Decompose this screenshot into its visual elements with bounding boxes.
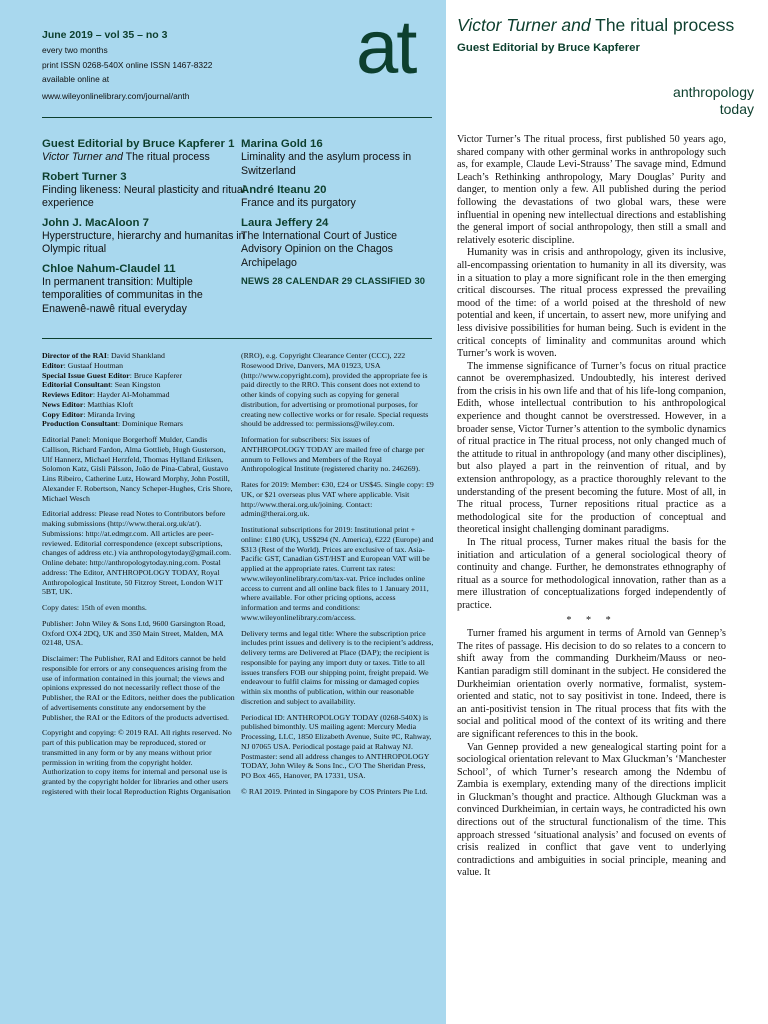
masthead-rule [42,117,432,118]
subscriber-info: Information for subscribers: Six issues of ANTHROPOLOGY TODAY are mailed free of charge per annum to Fellows and Members of the Royal Anthropological Institute (registered charity no. 246269). [241,435,425,474]
paragraph: Van Gennep provided a new genealogical starting point for a sociological orientation relevant to Max Gluckman’s ‘Manchester School’, of which Turner’s research among the Ndembu of Zambia is exemplary, extending many of the directions implicit in Gluckman’s thought and practice. Although Gluckman was a convinced Durkheimian, in certain ways, he contradicted his own directions out of the structural functionalism of the time. This approach stressed ‘situational analysis’ and focused on events of crisis realized in conflict that gave vent to underlying contradictions and ambiguities in social principle, meaning and value. It [457,741,726,879]
toc-rule [42,338,432,339]
copy-dates: Copy dates: 15th of even months. [42,603,147,612]
available-online: available online at [42,74,110,84]
toc-item[interactable] [241,183,431,211]
issue-line: June 2019 – vol 35 – no 3 [42,29,168,41]
rro: (RRO), e.g. Copyright Clearance Center (CCC), 222 Rosewood Drive, Danvers, MA 01923, USA (http://www.copyright.com), provided the appropriate fee is paid directly to the RRO. This consent does not extend to other kinds of copying such as copying for general distribution, for advertising or promotional purposes, for creating new collective works or for resale. Special requests should be addressed to: permissions@wiley.com. [241,351,429,429]
toc-author: Chloe Nahum-Claudel 11 [42,262,176,275]
printed-by: © RAI 2019. Printed in Singapore by COS Printers Pte Ltd. [241,786,428,796]
delivery-terms: Delivery terms and legal title: Where the subscription price includes print issues and delivery is to the recipient’s address, delivery terms are Delivered at Place (DAP); the recipient is responsible for paying any import duty or taxes. Title to all issues transfers FOB our shipping point, freight prepaid. We endeavour to fulfil claims for missing or damaged copies within six months of publication, within our reasonable discretion and subject to availability. [241,628,434,706]
logo-line-today: today [719,101,754,117]
paragraph: Turner framed his argument in terms of Arnold van Gennep’s The rites of passage. His decision to do so relates to a concern to shift away from the commanding Durkheim/Mauss or neo-Kantian paradigm still dominant in the subject. He considered the Durkheimian orientation overly normative, formalist, system-oriented and static, not to say positivist in tone. Indeed, there is an anti-positivist tension in The ritual process that fits with the social and political mood of the context of its writing and there are significant references to this in the book. [457,628,726,740]
toc-title: Finding likeness: Neural plasticity and ritual experience [42,183,246,209]
toc-item[interactable] [42,170,247,211]
toc-author: Robert Turner 3 [42,170,127,183]
toc-item[interactable] [241,137,431,178]
copyright: Copyright and copying: © 2019 RAI. All rights reserved. No part of this publication may be reproduced, stored or transmitted in any form or by any means without prior permission in writing from the copyright holder. Authorization to copy items for internal and personal use is granted by the copyright holder for libraries and other users registered with their local Reproduction Rights Organisation [42,728,232,796]
issn: print ISSN 0268-540X online ISSN 1467-8322 [42,60,213,70]
toc-title: Hyperstructure, hierarchy and humanitas in Olympic ritual [42,229,245,255]
publisher: Publisher: John Wiley & Sons Ltd, 9600 Garsington Road, Oxford OX4 2DQ, UK and 350 Main Street, Malden, MA 02148, USA. [42,618,226,648]
periodical-id: Periodical ID: ANTHROPOLOGY TODAY (0268-540X) is published bimonthly. US mailing agent: Mercury Media Processing, LLC, 1850 Elizabeth Avenue, Suite #C, Rahway, NJ 07065 USA. Periodical postage paid at Rahway NJ. Postmaster: send all address changes to ANTHROPOLOGY TODAY, John Wiley & Sons Inc., C/O The Sheridan Press, PO Box 465, Hanover, PA 17331, USA. [241,712,432,780]
section-break: * * * [566,614,617,626]
rates: Rates for 2019: Member: €30, £24 or US$45. Single copy: £9 UK, or $21 overseas plus VAT where applicable. Visit http://www.therai.org.uk/joining. Contact: admin@therai.org.uk. [241,480,434,519]
paragraph: Victor Turner’s The ritual process, first published 50 years ago, shared company with other germinal works in anthropology such as, for example, Claude Levi-Strauss’ The savage mind, Edmund Leach’s Rethinking anthropology, Mary Douglas’ Purity and danger, to mention only a few. All published during the period following the devastations of two global wars, these were influential in opening new intellectual directions and establishing the general import of social anthropology, then still a small and relatively esoteric discipline. [457,134,726,246]
editorial-panel: Editorial Panel: Monique Borgerhoff Mulder, Candis Callison, Richard Fardon, Alma Gottlieb, Hugh Gusterson, Ulf Hannerz, Michael Herzfeld, Thomas Hylland Eriksen, Solomon Katz, Gísli Pálsson, João de Pina-Cabral, Gustavo Lins Ribeiro, Catherine Lutz, Howard Morphy, John Postill, Alexander F. Robertson, Nancy Scheper-Hughes, Cris Shore, Michael Wesch [42,435,233,503]
paragraph: In The ritual process, Turner makes ritual the basis for the initiation and articulation of a general sociological theory of continuity and change. Further, he demonstrates ethnography of ritual as a source for methodological innovation, rather than as a mere illustration of conceptualizations forged independently of practice. [457,537,726,611]
toc-title: Victor Turner and The ritual process [42,151,210,163]
editorial-byline: Guest Editorial by Bruce Kapferer [457,42,640,54]
journal-url[interactable]: www.wileyonlinelibrary.com/journal/anth [42,91,190,101]
paragraph: The immense significance of Turner’s focus on ritual practice cannot be overemphasized. Undoubtedly, his interest derived from the crisis in his own life and that of his life-long companion, Edith, whose intellectual contribution to his anthropological experience and thought cannot be overstressed. However, in a broader sense, Victor Turner’s attention to the symbolic dynamics of ritual practice in The ritual process, not only changed much of the attitude to ritual in anthropology (and many other disciplines), but also played a part in the reinvention of ritual, and by extension anthropology, as a practice thoroughly relevant to the understanding of the present becoming the future. Most of all, in The ritual process, Turner repositions ritual practice as a methodological site for the production of conceptual and theoretical insight challenging dominant paradigms. [457,360,726,536]
toc-author: John J. MacAloon 7 [42,216,149,229]
editorial-title: Victor Turner and The ritual process [457,15,735,35]
logo-at: at [356,5,416,90]
toc-author: André Iteanu 20 [241,184,327,196]
logo-line-anthropology: anthropology [673,84,754,100]
small-print-col-2 [241,351,434,803]
editorial-address: Editorial address: Please read Notes to Contributors before making submissions (http://www.therai.org.uk/at/). Submissions: http://at.edmgr.com. All articles are peer-reviewed. Editorial correspondence (except subscriptions, changes of address etc.) via anthropologytoday@gmail.com. Online debate: http://anthropologytoday.ning.com. Postal address: The Editor, ANTHROPOLOGY TODAY, Royal Anthropological Institute, 50 Fitzroy Street, London W1T 5BT, UK. [42,509,232,597]
toc-item[interactable] [42,216,247,257]
staff-list: Director of the RAI: David Shankland Editor: Gustaaf Houtman Special Issue Guest Editor: Bruce Kapferer Editorial Consultant: Sean Kingston Reviews Editor: Hayder Al-Mohammad News Editor: Matthias Kloft Copy Editor: Miranda Irving Production Consultant: Dominique Remars [42,351,183,429]
paragraph: Humanity was in crisis and anthropology, given its inclusive, all-encompassing orientation to humanity in all its diversity, was in a situation to play a more significant role in the then emerging critical discourses. The ritual process expressed the prevailing mood of the time: of a world poised at the threshold of new potential and keen, if uncertain, to assert new, more unifying and less divisive possibilities for human being. Such is evident in the critical concepts of liminality and communitas around which Turner’s work is woven. [457,247,726,360]
institutional-subscriptions: Institutional subscriptions for 2019: Institutional print + online: £180 (UK), US$294 (N. America), €222 (Europe) and $313 (Rest of the World). Prices are exclusive of tax. Asia-Pacific GST, Canadian GST/HST and European VAT will be applied at the appropriate rates. Current tax rates: www.wileyonlinelibrary.com/tax-vat. Price includes online access to current and all online back files to 1 January 2011, where available. For other pricing options, access information and terms and conditions: www.wileyonlinelibrary.com/access. [241,525,434,622]
logo-wordmark [673,84,754,118]
disclaimer: Disclaimer: The Publisher, RAI and Editors cannot be held responsible for errors or any consequences arising from the use of information contained in this journal; the views and opinions expressed do not necessarily reflect those of the Publisher, the RAI or the Editors, neither does the publication of advertisements constitute any endorsement by the Publisher, the RAI or the Editors of the products advertised. [42,654,235,722]
toc-title: The International Court of Justice Advisory Opinion on the Chagos Archipelago [241,229,398,269]
toc-title: France and its purgatory [241,197,356,209]
toc-author: Laura Jeffery 24 [241,216,329,229]
small-print-col-1 [42,351,235,803]
toc-author: Marina Gold 16 [241,138,323,150]
toc-news[interactable]: NEWS 28 CALENDAR 29 CLASSIFIED 30 [241,275,426,286]
toc-item[interactable] [241,216,431,271]
toc-author: Guest Editorial by Bruce Kapferer 1 [42,138,235,150]
toc-left [42,137,247,317]
toc-item[interactable] [42,137,247,165]
toc-right [241,137,431,286]
toc-title: Liminality and the asylum process in Switzerland [241,151,412,177]
toc-title: In permanent transition: Multiple temporalities of communitas in the Enawenê-nawê ritual everyday [42,275,203,315]
toc-item[interactable] [42,262,247,317]
frequency: every two months [42,45,108,55]
editorial-body [457,134,726,880]
